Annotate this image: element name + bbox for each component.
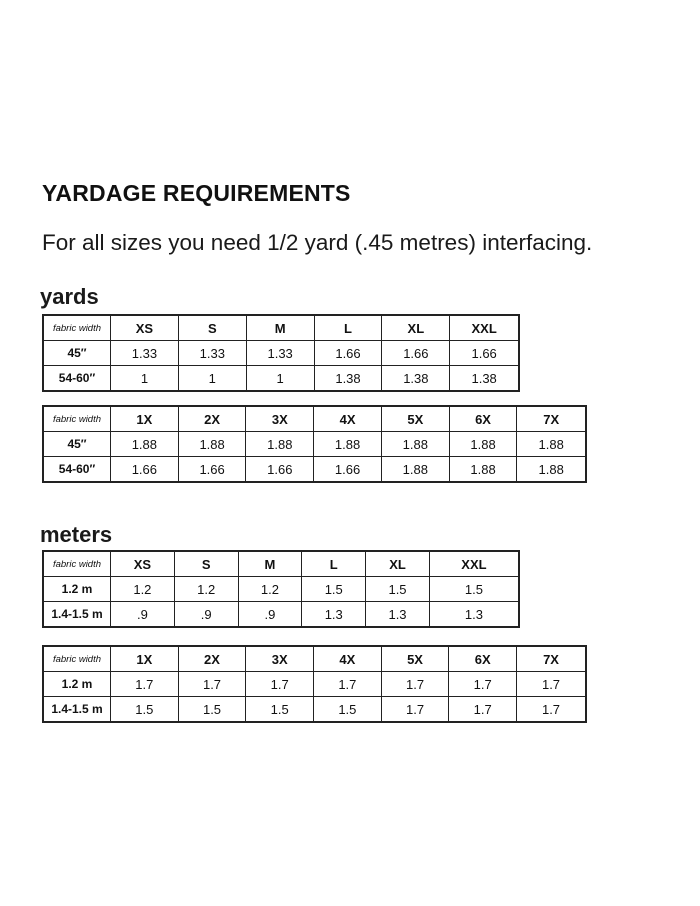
yardage-value: 1.88 (449, 432, 517, 457)
fabric-width-label: 1.4-1.5 m (43, 602, 111, 628)
table-row (43, 697, 586, 723)
yardage-value: 1.7 (517, 697, 586, 723)
yardage-value: 1.7 (381, 697, 449, 723)
yardage-value: 1.88 (449, 457, 517, 483)
size-header: 4X (314, 406, 382, 432)
yardage-value: 1.7 (111, 672, 179, 697)
yardage-value: .9 (111, 602, 175, 628)
fabric-width-label: 45″ (43, 432, 111, 457)
yardage-value: 1.88 (381, 457, 449, 483)
size-header: M (238, 551, 302, 577)
yardage-value: 1.38 (314, 366, 382, 392)
yards-table-plus (42, 405, 587, 483)
yardage-value: 1.66 (314, 341, 382, 366)
size-header: S (178, 315, 246, 341)
table-header-row (43, 406, 586, 432)
fabric-width-header: fabric width (43, 646, 111, 672)
yardage-value: 1.66 (111, 457, 179, 483)
yardage-value: 1.66 (382, 341, 450, 366)
table-row (43, 366, 519, 392)
fabric-width-label: 1.2 m (43, 577, 111, 602)
fabric-width-label: 1.2 m (43, 672, 111, 697)
yardage-value: 1.5 (178, 697, 246, 723)
yardage-value: 1.33 (111, 341, 179, 366)
size-header: XL (382, 315, 450, 341)
size-header: XS (111, 551, 175, 577)
table-row (43, 341, 519, 366)
fabric-width-header: fabric width (43, 315, 111, 341)
yardage-value: 1.38 (382, 366, 450, 392)
yardage-value: .9 (238, 602, 302, 628)
yardage-value: 1.66 (178, 457, 246, 483)
size-header: 3X (246, 406, 314, 432)
yardage-value: 1.88 (178, 432, 246, 457)
size-header: L (314, 315, 382, 341)
size-header: 7X (517, 406, 586, 432)
meters-table-plus (42, 645, 587, 723)
yardage-value: 1.88 (111, 432, 179, 457)
yardage-value: 1.88 (314, 432, 382, 457)
size-header: 3X (246, 646, 314, 672)
size-header: M (246, 315, 314, 341)
yardage-value: 1.66 (246, 457, 314, 483)
yardage-value: 1.5 (302, 577, 366, 602)
size-header: XXL (429, 551, 519, 577)
yardage-value: 1.2 (111, 577, 175, 602)
yardage-value: 1.88 (517, 457, 586, 483)
yardage-value: 1.7 (381, 672, 449, 697)
yardage-value: 1.2 (174, 577, 238, 602)
size-header: XL (366, 551, 430, 577)
fabric-width-label: 54-60″ (43, 457, 111, 483)
size-header: XXL (450, 315, 519, 341)
yardage-value: 1.3 (302, 602, 366, 628)
fabric-width-label: 1.4-1.5 m (43, 697, 111, 723)
yardage-value: 1.5 (366, 577, 430, 602)
yardage-value: 1.5 (314, 697, 382, 723)
size-header: XS (111, 315, 179, 341)
yardage-value: 1.33 (246, 341, 314, 366)
yardage-value: 1.38 (450, 366, 519, 392)
yardage-value: 1.7 (178, 672, 246, 697)
yardage-value: 1.7 (449, 697, 517, 723)
meters-table-standard (42, 550, 520, 628)
size-header: 5X (381, 406, 449, 432)
size-header: 2X (178, 646, 246, 672)
table-header-row (43, 551, 519, 577)
yardage-value: 1.7 (449, 672, 517, 697)
fabric-width-header: fabric width (43, 406, 111, 432)
fabric-width-header: fabric width (43, 551, 111, 577)
size-header: 1X (111, 406, 179, 432)
yardage-value: 1.2 (238, 577, 302, 602)
yardage-value: 1.88 (246, 432, 314, 457)
meters-heading: meters (40, 522, 113, 547)
table-row (43, 672, 586, 697)
yardage-value: 1 (111, 366, 179, 392)
fabric-width-label: 54-60″ (43, 366, 111, 392)
fabric-width-label: 45″ (43, 341, 111, 366)
interfacing-note: For all sizes you need 1/2 yard (.45 metres) interfacing. (42, 230, 593, 255)
yardage-value: 1.5 (429, 577, 519, 602)
yardage-value: 1.7 (517, 672, 586, 697)
size-header: 6X (449, 646, 517, 672)
table-row (43, 432, 586, 457)
size-header: L (302, 551, 366, 577)
yardage-value: 1.3 (429, 602, 519, 628)
yards-table-standard (42, 314, 520, 392)
size-header: 4X (314, 646, 382, 672)
yardage-value: 1.3 (366, 602, 430, 628)
yardage-value: 1.88 (517, 432, 586, 457)
yardage-value: 1.66 (450, 341, 519, 366)
table-header-row (43, 646, 586, 672)
yardage-value: 1.66 (314, 457, 382, 483)
yardage-value: 1.88 (381, 432, 449, 457)
size-header: 5X (381, 646, 449, 672)
yards-heading: yards (40, 284, 99, 309)
yardage-value: 1.33 (178, 341, 246, 366)
size-header: 6X (449, 406, 517, 432)
yardage-value: 1.5 (246, 697, 314, 723)
yardage-value: 1.7 (314, 672, 382, 697)
size-header: 7X (517, 646, 586, 672)
table-row (43, 577, 519, 602)
page-title: YARDAGE REQUIREMENTS (42, 180, 351, 206)
table-header-row (43, 315, 519, 341)
table-row (43, 457, 586, 483)
table-row (43, 602, 519, 628)
yardage-value: 1.7 (246, 672, 314, 697)
yardage-value: .9 (174, 602, 238, 628)
size-header: 1X (111, 646, 179, 672)
yardage-value: 1 (178, 366, 246, 392)
yardage-value: 1.5 (111, 697, 179, 723)
yardage-value: 1 (246, 366, 314, 392)
size-header: 2X (178, 406, 246, 432)
size-header: S (174, 551, 238, 577)
